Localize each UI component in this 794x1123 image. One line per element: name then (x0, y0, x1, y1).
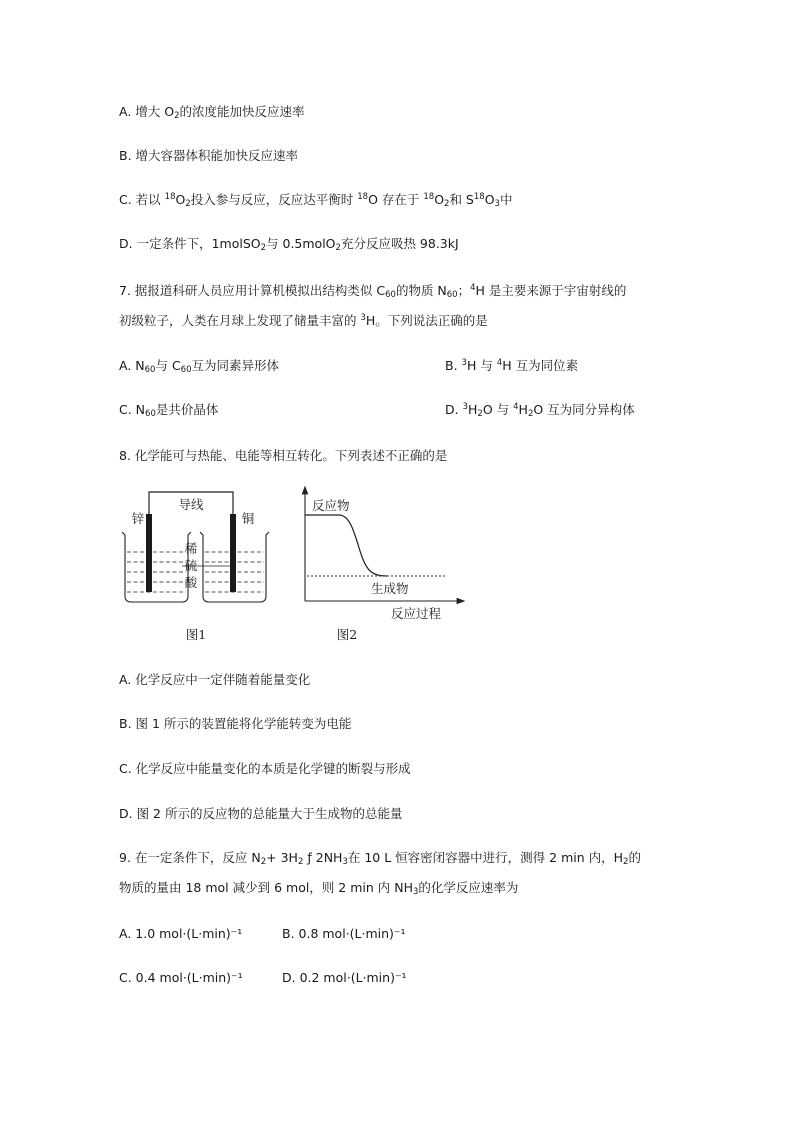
q7-option-d: D. $^3H_2O$ 与 $^4H_2O$ 互为同分异构体 (445, 402, 635, 419)
left-beaker (122, 532, 191, 602)
copper-label: 铜 (241, 511, 255, 526)
q9-stem-line2: 物质的量由 18 mol 减少到 6 mol，则 2 min 内 $NH_3$的化学反应速率为 (119, 880, 519, 897)
reactant-label: 反应物 (312, 498, 350, 513)
q7-option-c: C. $N_{60}$是共价晶体 (119, 402, 219, 419)
wire-label: 导线 (178, 497, 204, 512)
q6-option-b: B. 增大容器体积能加快反应速率 (119, 148, 299, 163)
figure-2-energy-diagram (295, 484, 470, 652)
q9-option-c: C. 0.4 mol·(L·min)⁻¹ (119, 970, 243, 985)
q7-stem-line2: 初级粒子，人类在月球上发现了储量丰富的 $^3$H。下列说法正确的是 (119, 313, 488, 328)
product-label: 生成物 (371, 581, 409, 596)
q8-option-a: A. 化学反应中一定伴随着能量变化 (119, 672, 311, 687)
q6-option-d: D. 一定条件下，1molSO$_2$与 0.5molO$_2$充分反应吸热 98.3kJ (119, 236, 459, 253)
copper-electrode (230, 514, 236, 592)
q7-option-b: B. $^3$H 与 $^4$H 互为同位素 (445, 358, 579, 373)
x-axis-label: 反应过程 (391, 606, 442, 621)
q9-stem-line1: 9. 在一定条件下，反应 $N_2+ 3H_2$ ƒ $2NH_3$在 10 L 恒容密闭容器中进行，测得 2 min 内，$H_2$的 (119, 850, 641, 867)
acid-label-char-1: 稀 (184, 541, 198, 556)
q9-option-a: A. 1.0 mol·(L·min)⁻¹ (119, 926, 243, 941)
q6-option-a: A. 增大 $O_2$的浓度能加快反应速率 (119, 104, 305, 121)
figure-1-galvanic-cell (112, 486, 287, 649)
energy-curve (305, 515, 387, 576)
figure-2-caption: 图2 (336, 627, 358, 642)
q8-option-b: B. 图 1 所示的装置能将化学能转变为电能 (119, 716, 352, 731)
q8-stem: 8. 化学能可与热能、电能等相互转化。下列表述不正确的是 (119, 448, 448, 463)
acid-label-char-3: 酸 (184, 575, 198, 590)
figure-1-caption: 图1 (185, 627, 207, 642)
q7-option-a: A. $N_{60}$与 $C_{60}$互为同素异形体 (119, 358, 280, 375)
q9-option-d: D. 0.2 mol·(L·min)⁻¹ (282, 970, 407, 985)
q7-stem-line1: 7. 据报道科研人员应用计算机模拟出结构类似 $C_{60}$的物质 $N_{60}$；$^4$H 是主要来源于宇宙射线的 (119, 283, 627, 300)
q8-option-d: D. 图 2 所示的反应物的总能量大于生成物的总能量 (119, 806, 403, 821)
zinc-label: 锌 (131, 511, 145, 526)
q6-option-c: C. 若以 $^{18}O_2$投入参与反应，反应达平衡时 $^{18}$O 存在于 $^{18}O_2$和 $S^{18}O_3$中 (119, 192, 513, 209)
q8-option-c: C. 化学反应中能量变化的本质是化学键的断裂与形成 (119, 761, 411, 776)
acid-label-char-2: 硫 (184, 558, 198, 573)
zinc-electrode (146, 514, 152, 592)
q9-option-b: B. 0.8 mol·(L·min)⁻¹ (282, 926, 406, 941)
